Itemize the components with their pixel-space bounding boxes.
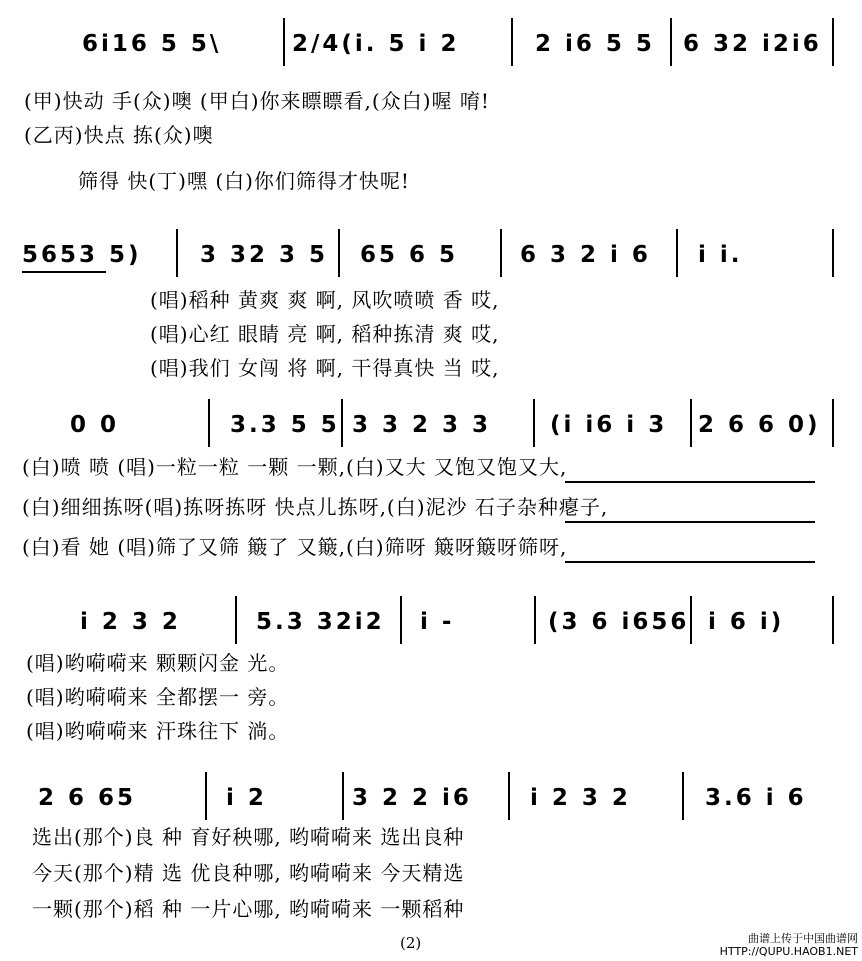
page-number: (2) (400, 934, 422, 952)
measure: 5653 5) (22, 242, 142, 268)
lyric-line: (甲)快动 手(众)噢 (甲白)你来瞟瞟看,(众白)喔 唷! (24, 89, 490, 113)
lyric-line: 筛得 快(丁)嘿 (白)你们筛得才快呢! (78, 169, 410, 193)
barline (832, 399, 834, 447)
lyric-line: 选出(那个)良 种 育好秧哪, 哟嗬嗬来 选出良种 (32, 825, 465, 849)
barline (511, 18, 513, 66)
watermark-line: 曲谱上传于中国曲谱网 (748, 932, 858, 945)
measure: 3 2 2 i6 (352, 785, 472, 811)
lyric-line: (唱)哟嗬嗬来 全都摆一 旁。 (26, 685, 290, 709)
lyric-line: 今天(那个)精 选 优良种哪, 哟嗬嗬来 今天精选 (32, 861, 465, 885)
barline (500, 229, 502, 277)
measure: 2 i6 5 5 (535, 31, 655, 57)
measure: (i i6 i 3 (550, 412, 668, 438)
lyric-line: (唱)我们 女闯 将 啊, 干得真快 当 哎, (150, 356, 500, 380)
notation-row (0, 14, 862, 74)
barline (533, 399, 535, 447)
lyric-line: 一颗(那个)稻 种 一片心哪, 哟嗬嗬来 一颗稻种 (32, 897, 465, 921)
measure: i 6 i) (708, 609, 785, 635)
underline (565, 561, 815, 563)
barline (832, 18, 834, 66)
lyric-line: (唱)哟嗬嗬来 汗珠往下 淌。 (26, 719, 290, 743)
measure: 6i16 5 5\ (82, 31, 222, 57)
notation-row (0, 592, 862, 652)
lyric-line: (白)看 她 (唱)筛了又筛 簸了 又簸,(白)筛呀 簸呀簸呀筛呀, (22, 535, 568, 559)
barline (690, 596, 692, 644)
measure: i 2 (226, 785, 267, 811)
barline (338, 229, 340, 277)
watermark (720, 932, 858, 958)
barline (682, 772, 684, 820)
lyric-line: (唱)哟嗬嗬来 颗颗闪金 光。 (26, 651, 290, 675)
measure: 2/4(i. 5 i 2 (292, 31, 460, 57)
measure: 2 6 6 0) (698, 412, 821, 438)
measure: 0 0 (70, 412, 120, 438)
measure: 3.3 5 5 (230, 412, 340, 438)
notation-row (0, 225, 862, 285)
measure: 6 32 i2i6 (683, 31, 822, 57)
notation-row (0, 395, 862, 455)
barline (676, 229, 678, 277)
measure: 3 32 3 5 (200, 242, 329, 268)
lyric-line: (白)喷 喷 (唱)一粒一粒 一颗 一颗,(白)又大 又饱又饱又大, (22, 455, 568, 479)
barline (176, 229, 178, 277)
barline (534, 596, 536, 644)
measure: i - (420, 609, 455, 635)
watermark-url: HTTP://QUPU.HAOB1.NET (719, 945, 858, 958)
barline (283, 18, 285, 66)
measure: 3.6 i 6 (705, 785, 807, 811)
barline (832, 229, 834, 277)
measure: (3 6 i656 (548, 609, 690, 635)
lyric-line: (白)细细拣呀(唱)拣呀拣呀 快点儿拣呀,(白)泥沙 石子杂种瘪子, (22, 495, 609, 519)
measure: i 2 3 2 (530, 785, 631, 811)
notation-row (0, 768, 862, 828)
barline (508, 772, 510, 820)
measure: 3 3 2 3 3 (352, 412, 492, 438)
barline (208, 399, 210, 447)
measure: 2 6 65 (38, 785, 137, 811)
barline (400, 596, 402, 644)
barline (670, 18, 672, 66)
barline (832, 596, 834, 644)
barline (235, 596, 237, 644)
underline (565, 521, 815, 523)
barline (205, 772, 207, 820)
lyric-line: (乙丙)快点 拣(众)噢 (24, 123, 214, 147)
barline (690, 399, 692, 447)
measure: 65 6 5 (360, 242, 459, 268)
underline (565, 481, 815, 483)
measure: 5.3 32i2 (256, 609, 385, 635)
lyric-line: (唱)稻种 黄爽 爽 啊, 风吹喷喷 香 哎, (150, 288, 500, 312)
measure: 6 3 2 i 6 (520, 242, 651, 268)
lyric-line: (唱)心红 眼睛 亮 啊, 稻种拣清 爽 哎, (150, 322, 500, 346)
measure: i 2 3 2 (80, 609, 181, 635)
underline (22, 271, 106, 273)
barline (342, 772, 344, 820)
barline (341, 399, 343, 447)
measure: i i. (698, 242, 743, 268)
